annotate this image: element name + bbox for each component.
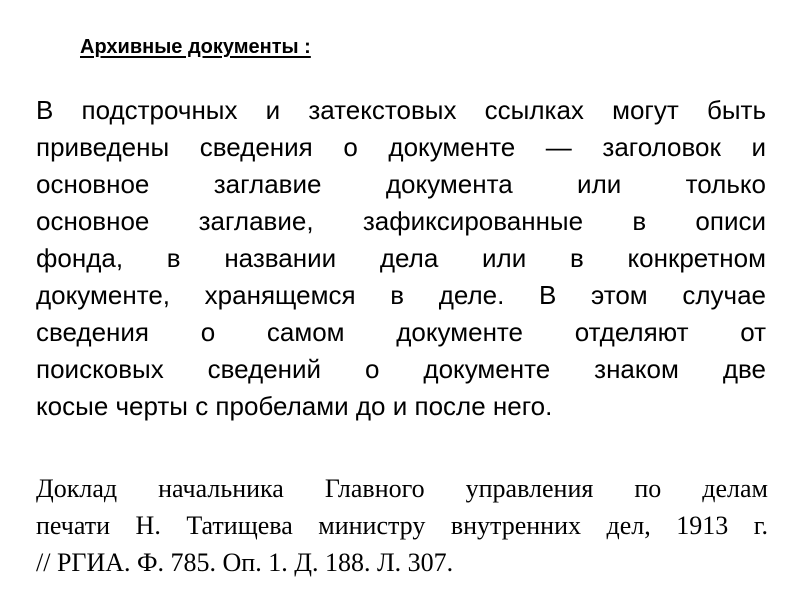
body-paragraph — [36, 92, 766, 425]
body-line: приведены сведения о документе — заголовок и — [36, 132, 766, 162]
citation-line: Доклад начальника Главного управления по делам — [36, 474, 768, 503]
body-line: сведения о самом документе отделяют от — [36, 317, 766, 347]
body-line: фонда, в названии дела или в конкретном — [36, 243, 766, 273]
citation-line: печати Н. Татищева министру внутренних дел, 1913 г. — [36, 511, 768, 540]
citation-line: // РГИА. Ф. 785. Оп. 1. Д. 188. Л. 307. — [36, 548, 454, 577]
body-line: основное заглавие документа или только — [36, 169, 766, 199]
slide-title: Архивные документы : — [80, 36, 311, 58]
citation-reference — [36, 470, 768, 581]
body-line: документе, хранящемся в деле. В этом случае — [36, 280, 766, 310]
body-line: косые черты с пробелами до и после него. — [36, 391, 553, 421]
body-line: В подстрочных и затекстовых ссылках могут быть — [36, 95, 766, 125]
body-line: поисковых сведений о документе знаком две — [36, 354, 766, 384]
body-line: основное заглавие, зафиксированные в описи — [36, 206, 766, 236]
